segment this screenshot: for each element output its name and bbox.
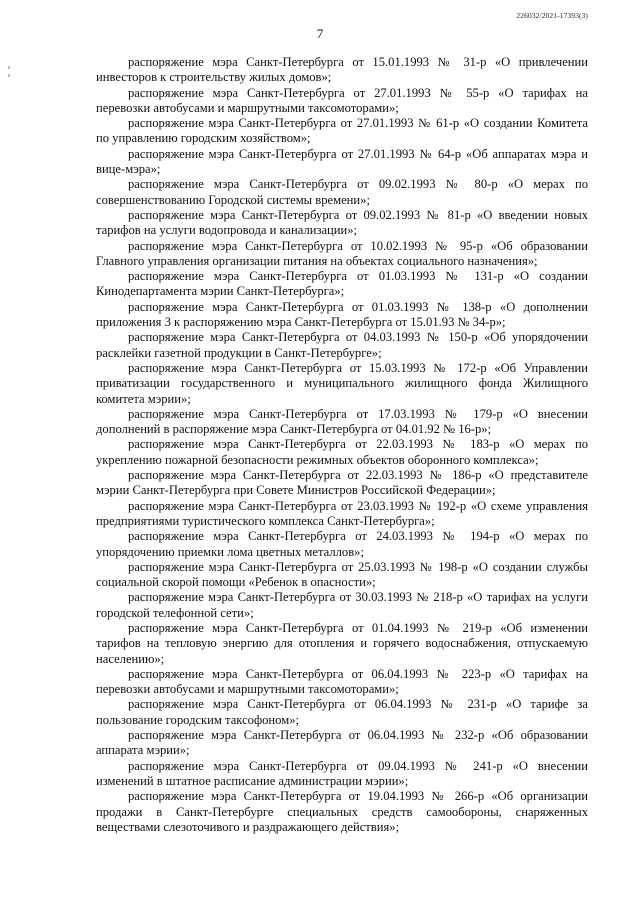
list-item: распоряжение мэра Санкт-Петербурга от 01.04.1993 № 219-р «Об изменении тарифов на тепловую энергию для отопления и горячего водоснабжения, отпускаемую населению»; (96, 620, 588, 666)
list-item: распоряжение мэра Санкт-Петербурга от 15.03.1993 № 172-р «Об Управлении приватизации государственного и муниципального жилищного фонда Жилищного комитета мэрии»; (96, 360, 588, 406)
list-item: распоряжение мэра Санкт-Петербурга от 01.03.1993 № 131-р «О создании Кинодепартамента мэрии Санкт-Петербурга»; (96, 269, 588, 299)
list-item: распоряжение мэра Санкт-Петербурга от 19.04.1993 № 266-р «Об организации продажи в Санкт-Петербурге специальных средств самообороны, снаряженных веществами слезоточивого и раздражающего действия»; (96, 789, 588, 834)
list-item: распоряжение мэра Санкт-Петербурга от 01.03.1993 № 138-р «О дополнении приложения 3 к распоряжению мэра Санкт-Петербурга от 15.01.93 № 34-р»; (96, 299, 588, 330)
list-item: распоряжение мэра Санкт-Петербурга от 30.03.1993 № 218-р «О тарифах на услуги городской телефонной сети»; (96, 590, 588, 620)
list-item: распоряжение мэра Санкт-Петербурга от 23.03.1993 № 192-р «О схеме управления предприятиями туристического комплекса Санкт-Петербурга»; (96, 498, 588, 528)
list-item: распоряжение мэра Санкт-Петербурга от 22.03.1993 № 186-р «О представителе мэрии Санкт-Петербурга при Совете Министров Российской Федерации»; (96, 468, 588, 498)
list-item: распоряжение мэра Санкт-Петербурга от 25.03.1993 № 198-р «О создании службы социальной скорой помощи «Ребенок в опасности»; (96, 559, 588, 590)
margin-mark (8, 66, 10, 69)
list-item: распоряжение мэра Санкт-Петербурга от 09.02.1993 № 80-р «О мерах по совершенствованию Городской системы времени»; (96, 177, 588, 207)
page-number: 7 (316, 26, 324, 41)
list-item: распоряжение мэра Санкт-Петербурга от 27.01.1993 № 55-р «О тарифах на перевозки автобусами и маршрутными таксомоторами»; (96, 85, 588, 115)
list-item: распоряжение мэра Санкт-Петербурга от 24.03.1993 № 194-р «О мерах по упорядочению приемки лома цветных металлов»; (96, 529, 588, 559)
list-item: распоряжение мэра Санкт-Петербурга от 09.04.1993 № 241-р «О внесении изменений в штатное расписание администрации мэрии»; (96, 758, 588, 788)
list-item: распоряжение мэра Санкт-Петербурга от 06.04.1993 № 223-р «О тарифах на перевозки автобусами и маршрутными таксомоторами»; (96, 666, 588, 697)
list-item: распоряжение мэра Санкт-Петербурга от 17.03.1993 № 179-р «О внесении дополнений в распоряжение мэра Санкт-Петербурга от 04.01.92 № 16-р»; (96, 406, 588, 437)
margin-mark (8, 74, 10, 77)
list-item: распоряжение мэра Санкт-Петербурга от 06.04.1993 № 232-р «Об образовании аппарата мэрии»; (96, 728, 588, 758)
document-body (96, 55, 588, 835)
list-item: распоряжение мэра Санкт-Петербурга от 10.02.1993 № 95-р «Об образовании Главного управления организации питания на объектах социального назначения»; (96, 238, 588, 268)
list-item: распоряжение мэра Санкт-Петербурга от 06.04.1993 № 231-р «О тарифе за пользование городским таксофоном»; (96, 697, 588, 727)
list-item: распоряжение мэра Санкт-Петербурга от 15.01.1993 № 31-р «О привлечении инвесторов к строительству жилых домов»; (96, 55, 588, 85)
list-item: распоряжение мэра Санкт-Петербурга от 22.03.1993 № 183-р «О мерах по укреплению пожарной безопасности режимных объектов оборонного комплекса»; (96, 437, 588, 467)
list-item: распоряжение мэра Санкт-Петербурга от 04.03.1993 № 150-р «Об упорядочении расклейки газетной продукции в Санкт-Петербурге»; (96, 330, 588, 360)
list-item: распоряжение мэра Санкт-Петербурга от 27.01.1993 № 64-р «Об аппаратах мэра и вице-мэра»; (96, 146, 588, 177)
list-item: распоряжение мэра Санкт-Петербурга от 09.02.1993 № 81-р «О введении новых тарифов на услуги водопровода и канализации»; (96, 207, 588, 238)
document-registration-code: 226032/2021-17393(3) (516, 11, 588, 20)
list-item: распоряжение мэра Санкт-Петербурга от 27.01.1993 № 61-р «О создании Комитета по управлению городским хозяйством»; (96, 116, 588, 146)
